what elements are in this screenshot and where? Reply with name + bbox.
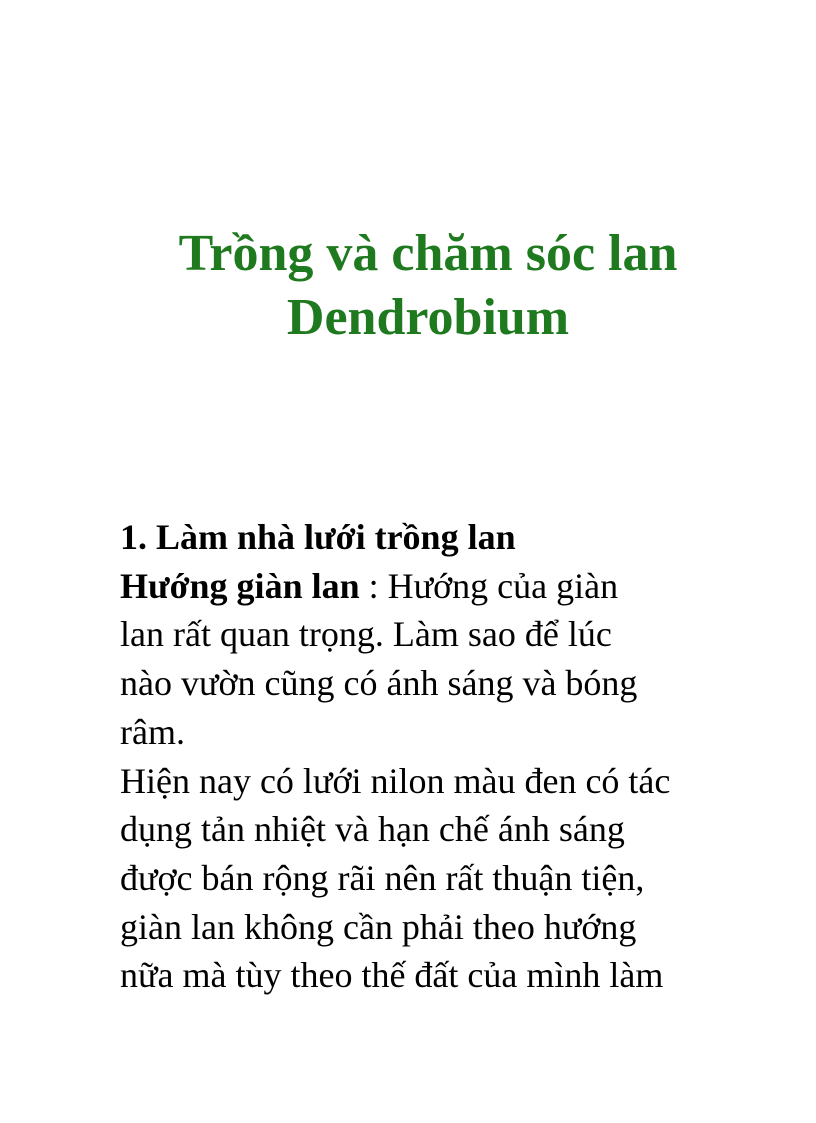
term-description: : Hướng của giàn: [359, 565, 619, 606]
title-line-2: Dendrobium: [286, 289, 570, 346]
body-line: Hiện nay có lưới nilon màu đen có tác: [120, 760, 671, 801]
title-line-1: Trồng và chăm sóc lan: [178, 225, 678, 282]
body-line: lan rất quan trọng. Làm sao để lúc: [120, 614, 612, 655]
document-body: [120, 513, 760, 1000]
body-line: râm.: [120, 711, 185, 752]
paragraph-first-line: [120, 562, 760, 611]
body-line: dụng tản nhiệt và hạn chế ánh sáng: [120, 809, 625, 850]
section-heading: 1. Làm nhà lưới trồng lan: [120, 517, 516, 557]
body-line: được bán rộng rãi nên rất thuận tiện,: [120, 857, 645, 898]
body-line: giàn lan không cần phải theo hướng: [120, 906, 637, 947]
body-line: nữa mà tùy theo thế đất của mình làm: [120, 955, 664, 996]
term-label: Hướng giàn lan: [120, 565, 360, 606]
document-title: [0, 222, 816, 350]
body-line: nào vườn cũng có ánh sáng và bóng: [120, 663, 638, 704]
